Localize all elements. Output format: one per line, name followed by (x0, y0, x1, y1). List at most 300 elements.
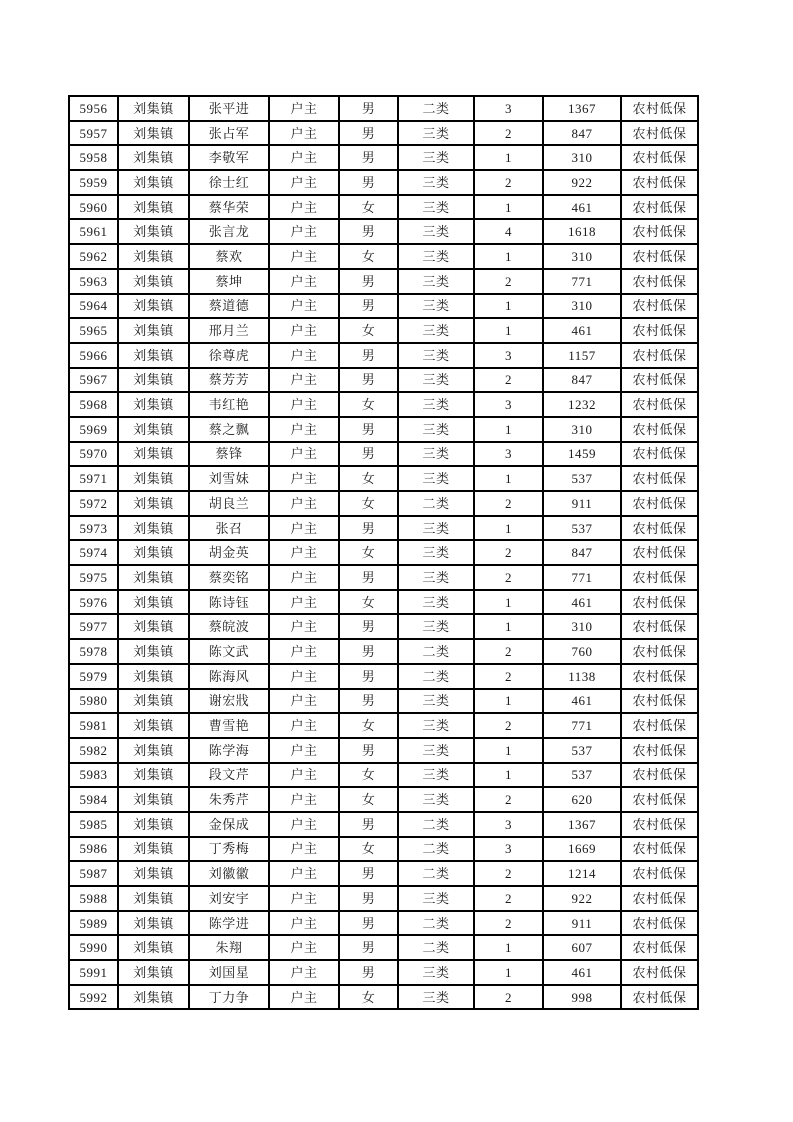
cell-person-name: 谢宏戕 (189, 689, 269, 714)
cell-benefit-type: 农村低保 (621, 392, 698, 417)
table-row (69, 639, 698, 664)
cell-benefit-type: 农村低保 (621, 812, 698, 837)
cell-gender: 男 (339, 269, 398, 294)
cell-person-name: 蔡欢 (189, 244, 269, 269)
cell-person-name: 丁秀梅 (189, 837, 269, 862)
cell-town: 刘集镇 (118, 935, 189, 960)
cell-amount: 537 (543, 738, 621, 763)
cell-gender: 男 (339, 812, 398, 837)
cell-count: 3 (474, 96, 543, 121)
cell-relation: 户主 (269, 837, 339, 862)
cell-benefit-type: 农村低保 (621, 614, 698, 639)
cell-category: 三类 (398, 195, 474, 220)
cell-benefit-type: 农村低保 (621, 516, 698, 541)
cell-town: 刘集镇 (118, 614, 189, 639)
cell-category: 三类 (398, 368, 474, 393)
cell-serial-number: 5977 (69, 614, 118, 639)
cell-person-name: 陈学海 (189, 738, 269, 763)
cell-amount: 1232 (543, 392, 621, 417)
cell-count: 1 (474, 590, 543, 615)
cell-gender: 女 (339, 466, 398, 491)
cell-benefit-type: 农村低保 (621, 861, 698, 886)
cell-gender: 男 (339, 121, 398, 146)
cell-count: 2 (474, 985, 543, 1010)
cell-count: 3 (474, 392, 543, 417)
cell-town: 刘集镇 (118, 170, 189, 195)
cell-amount: 310 (543, 417, 621, 442)
cell-gender: 女 (339, 713, 398, 738)
cell-serial-number: 5985 (69, 812, 118, 837)
table-row (69, 417, 698, 442)
cell-gender: 女 (339, 787, 398, 812)
cell-category: 三类 (398, 318, 474, 343)
cell-relation: 户主 (269, 639, 339, 664)
cell-relation: 户主 (269, 861, 339, 886)
cell-town: 刘集镇 (118, 639, 189, 664)
cell-count: 3 (474, 442, 543, 467)
cell-count: 2 (474, 269, 543, 294)
cell-relation: 户主 (269, 318, 339, 343)
cell-relation: 户主 (269, 516, 339, 541)
cell-amount: 461 (543, 318, 621, 343)
cell-benefit-type: 农村低保 (621, 318, 698, 343)
table-row (69, 219, 698, 244)
cell-person-name: 蔡奕铭 (189, 565, 269, 590)
cell-amount: 1669 (543, 837, 621, 862)
cell-benefit-type: 农村低保 (621, 565, 698, 590)
cell-gender: 男 (339, 738, 398, 763)
table-row (69, 145, 698, 170)
cell-serial-number: 5987 (69, 861, 118, 886)
cell-gender: 男 (339, 96, 398, 121)
cell-category: 三类 (398, 689, 474, 714)
cell-benefit-type: 农村低保 (621, 170, 698, 195)
cell-benefit-type: 农村低保 (621, 244, 698, 269)
cell-relation: 户主 (269, 417, 339, 442)
cell-category: 三类 (398, 392, 474, 417)
cell-gender: 男 (339, 664, 398, 689)
cell-count: 2 (474, 787, 543, 812)
table-row (69, 664, 698, 689)
cell-amount: 771 (543, 269, 621, 294)
cell-gender: 女 (339, 318, 398, 343)
cell-category: 三类 (398, 417, 474, 442)
cell-count: 2 (474, 886, 543, 911)
cell-category: 三类 (398, 121, 474, 146)
cell-serial-number: 5968 (69, 392, 118, 417)
cell-gender: 女 (339, 244, 398, 269)
cell-relation: 户主 (269, 565, 339, 590)
cell-person-name: 丁力争 (189, 985, 269, 1010)
cell-serial-number: 5970 (69, 442, 118, 467)
table-row (69, 812, 698, 837)
cell-person-name: 张占军 (189, 121, 269, 146)
cell-count: 1 (474, 516, 543, 541)
cell-relation: 户主 (269, 985, 339, 1010)
cell-category: 三类 (398, 738, 474, 763)
cell-town: 刘集镇 (118, 689, 189, 714)
cell-town: 刘集镇 (118, 911, 189, 936)
cell-count: 2 (474, 565, 543, 590)
table-row (69, 491, 698, 516)
cell-gender: 男 (339, 170, 398, 195)
cell-serial-number: 5965 (69, 318, 118, 343)
cell-category: 三类 (398, 960, 474, 985)
cell-town: 刘集镇 (118, 195, 189, 220)
table-row (69, 170, 698, 195)
cell-person-name: 陈学进 (189, 911, 269, 936)
cell-town: 刘集镇 (118, 787, 189, 812)
cell-person-name: 刘徽徽 (189, 861, 269, 886)
cell-gender: 男 (339, 145, 398, 170)
cell-person-name: 徐士红 (189, 170, 269, 195)
cell-gender: 女 (339, 195, 398, 220)
cell-category: 三类 (398, 466, 474, 491)
cell-amount: 461 (543, 590, 621, 615)
table-row (69, 861, 698, 886)
cell-town: 刘集镇 (118, 664, 189, 689)
cell-benefit-type: 农村低保 (621, 145, 698, 170)
cell-relation: 户主 (269, 911, 339, 936)
cell-serial-number: 5972 (69, 491, 118, 516)
cell-serial-number: 5990 (69, 935, 118, 960)
cell-benefit-type: 农村低保 (621, 639, 698, 664)
cell-benefit-type: 农村低保 (621, 491, 698, 516)
cell-person-name: 蔡道德 (189, 294, 269, 319)
cell-gender: 男 (339, 417, 398, 442)
cell-amount: 1367 (543, 96, 621, 121)
cell-benefit-type: 农村低保 (621, 343, 698, 368)
cell-serial-number: 5986 (69, 837, 118, 862)
cell-category: 三类 (398, 886, 474, 911)
cell-relation: 户主 (269, 96, 339, 121)
cell-serial-number: 5980 (69, 689, 118, 714)
cell-relation: 户主 (269, 935, 339, 960)
cell-person-name: 张召 (189, 516, 269, 541)
cell-count: 2 (474, 861, 543, 886)
cell-gender: 男 (339, 565, 398, 590)
cell-town: 刘集镇 (118, 491, 189, 516)
table-row (69, 294, 698, 319)
cell-category: 三类 (398, 565, 474, 590)
cell-relation: 户主 (269, 269, 339, 294)
cell-category: 三类 (398, 343, 474, 368)
cell-person-name: 张言龙 (189, 219, 269, 244)
table-row (69, 713, 698, 738)
cell-person-name: 蔡之飘 (189, 417, 269, 442)
table-row (69, 837, 698, 862)
cell-count: 2 (474, 121, 543, 146)
cell-serial-number: 5983 (69, 763, 118, 788)
table-row (69, 689, 698, 714)
cell-serial-number: 5988 (69, 886, 118, 911)
cell-person-name: 曹雪艳 (189, 713, 269, 738)
cell-amount: 1618 (543, 219, 621, 244)
cell-category: 二类 (398, 96, 474, 121)
cell-serial-number: 5963 (69, 269, 118, 294)
cell-benefit-type: 农村低保 (621, 219, 698, 244)
cell-count: 2 (474, 170, 543, 195)
cell-benefit-type: 农村低保 (621, 417, 698, 442)
cell-town: 刘集镇 (118, 812, 189, 837)
cell-person-name: 刘雪妹 (189, 466, 269, 491)
cell-relation: 户主 (269, 689, 339, 714)
cell-benefit-type: 农村低保 (621, 442, 698, 467)
cell-serial-number: 5957 (69, 121, 118, 146)
cell-person-name: 金保成 (189, 812, 269, 837)
cell-relation: 户主 (269, 170, 339, 195)
cell-category: 三类 (398, 787, 474, 812)
cell-benefit-type: 农村低保 (621, 689, 698, 714)
table-row (69, 935, 698, 960)
cell-benefit-type: 农村低保 (621, 837, 698, 862)
table-row (69, 269, 698, 294)
cell-benefit-type: 农村低保 (621, 294, 698, 319)
cell-relation: 户主 (269, 442, 339, 467)
cell-gender: 女 (339, 590, 398, 615)
cell-amount: 1459 (543, 442, 621, 467)
cell-amount: 1214 (543, 861, 621, 886)
cell-relation: 户主 (269, 763, 339, 788)
cell-count: 3 (474, 812, 543, 837)
table-row (69, 368, 698, 393)
table-row (69, 244, 698, 269)
cell-town: 刘集镇 (118, 985, 189, 1010)
cell-amount: 771 (543, 713, 621, 738)
cell-relation: 户主 (269, 886, 339, 911)
cell-benefit-type: 农村低保 (621, 269, 698, 294)
cell-gender: 女 (339, 985, 398, 1010)
cell-town: 刘集镇 (118, 368, 189, 393)
cell-gender: 男 (339, 343, 398, 368)
cell-relation: 户主 (269, 491, 339, 516)
cell-category: 二类 (398, 935, 474, 960)
cell-town: 刘集镇 (118, 244, 189, 269)
cell-count: 2 (474, 540, 543, 565)
table-row (69, 516, 698, 541)
cell-relation: 户主 (269, 219, 339, 244)
cell-town: 刘集镇 (118, 763, 189, 788)
roster-table-body (69, 96, 698, 1009)
cell-town: 刘集镇 (118, 219, 189, 244)
cell-amount: 1157 (543, 343, 621, 368)
cell-count: 1 (474, 318, 543, 343)
cell-count: 3 (474, 837, 543, 862)
cell-town: 刘集镇 (118, 466, 189, 491)
cell-benefit-type: 农村低保 (621, 664, 698, 689)
table-row (69, 343, 698, 368)
cell-gender: 男 (339, 886, 398, 911)
table-row (69, 960, 698, 985)
cell-count: 2 (474, 713, 543, 738)
cell-town: 刘集镇 (118, 318, 189, 343)
cell-benefit-type: 农村低保 (621, 935, 698, 960)
cell-count: 1 (474, 763, 543, 788)
cell-person-name: 陈海风 (189, 664, 269, 689)
cell-serial-number: 5962 (69, 244, 118, 269)
cell-person-name: 段文芹 (189, 763, 269, 788)
cell-relation: 户主 (269, 392, 339, 417)
cell-town: 刘集镇 (118, 590, 189, 615)
cell-benefit-type: 农村低保 (621, 763, 698, 788)
cell-category: 二类 (398, 491, 474, 516)
cell-amount: 310 (543, 294, 621, 319)
cell-serial-number: 5978 (69, 639, 118, 664)
cell-count: 1 (474, 244, 543, 269)
cell-category: 三类 (398, 294, 474, 319)
cell-gender: 男 (339, 294, 398, 319)
cell-amount: 310 (543, 244, 621, 269)
cell-category: 三类 (398, 540, 474, 565)
cell-serial-number: 5976 (69, 590, 118, 615)
cell-category: 二类 (398, 664, 474, 689)
cell-amount: 537 (543, 516, 621, 541)
cell-amount: 998 (543, 985, 621, 1010)
cell-serial-number: 5967 (69, 368, 118, 393)
table-row (69, 763, 698, 788)
cell-amount: 771 (543, 565, 621, 590)
cell-town: 刘集镇 (118, 269, 189, 294)
cell-gender: 男 (339, 689, 398, 714)
cell-gender: 男 (339, 614, 398, 639)
cell-benefit-type: 农村低保 (621, 368, 698, 393)
cell-benefit-type: 农村低保 (621, 911, 698, 936)
cell-amount: 620 (543, 787, 621, 812)
cell-count: 2 (474, 664, 543, 689)
cell-town: 刘集镇 (118, 861, 189, 886)
cell-town: 刘集镇 (118, 294, 189, 319)
cell-serial-number: 5956 (69, 96, 118, 121)
benefit-roster-table (68, 95, 699, 1010)
cell-amount: 922 (543, 170, 621, 195)
table-row (69, 886, 698, 911)
cell-relation: 户主 (269, 368, 339, 393)
cell-gender: 男 (339, 911, 398, 936)
cell-serial-number: 5975 (69, 565, 118, 590)
cell-serial-number: 5981 (69, 713, 118, 738)
cell-count: 1 (474, 294, 543, 319)
cell-serial-number: 5959 (69, 170, 118, 195)
cell-person-name: 蔡锋 (189, 442, 269, 467)
cell-gender: 女 (339, 491, 398, 516)
cell-serial-number: 5961 (69, 219, 118, 244)
cell-relation: 户主 (269, 713, 339, 738)
cell-serial-number: 5971 (69, 466, 118, 491)
table-row (69, 442, 698, 467)
cell-amount: 310 (543, 614, 621, 639)
cell-town: 刘集镇 (118, 417, 189, 442)
cell-person-name: 胡金英 (189, 540, 269, 565)
cell-benefit-type: 农村低保 (621, 466, 698, 491)
table-row (69, 540, 698, 565)
cell-category: 二类 (398, 837, 474, 862)
cell-count: 3 (474, 343, 543, 368)
cell-count: 1 (474, 689, 543, 714)
cell-town: 刘集镇 (118, 442, 189, 467)
cell-category: 二类 (398, 812, 474, 837)
cell-amount: 1367 (543, 812, 621, 837)
cell-gender: 男 (339, 960, 398, 985)
cell-count: 4 (474, 219, 543, 244)
cell-category: 三类 (398, 713, 474, 738)
cell-benefit-type: 农村低保 (621, 713, 698, 738)
cell-serial-number: 5982 (69, 738, 118, 763)
cell-gender: 男 (339, 935, 398, 960)
cell-count: 2 (474, 491, 543, 516)
table-row (69, 318, 698, 343)
cell-serial-number: 5964 (69, 294, 118, 319)
cell-person-name: 韦红艳 (189, 392, 269, 417)
cell-amount: 922 (543, 886, 621, 911)
cell-person-name: 陈文武 (189, 639, 269, 664)
cell-benefit-type: 农村低保 (621, 985, 698, 1010)
cell-relation: 户主 (269, 343, 339, 368)
cell-town: 刘集镇 (118, 886, 189, 911)
cell-benefit-type: 农村低保 (621, 121, 698, 146)
cell-count: 1 (474, 960, 543, 985)
cell-gender: 男 (339, 639, 398, 664)
table-row (69, 96, 698, 121)
cell-benefit-type: 农村低保 (621, 96, 698, 121)
cell-person-name: 胡良兰 (189, 491, 269, 516)
cell-relation: 户主 (269, 466, 339, 491)
cell-benefit-type: 农村低保 (621, 195, 698, 220)
cell-benefit-type: 农村低保 (621, 960, 698, 985)
cell-serial-number: 5960 (69, 195, 118, 220)
cell-amount: 847 (543, 540, 621, 565)
cell-gender: 男 (339, 219, 398, 244)
cell-count: 2 (474, 911, 543, 936)
cell-relation: 户主 (269, 145, 339, 170)
cell-amount: 911 (543, 911, 621, 936)
cell-town: 刘集镇 (118, 540, 189, 565)
cell-relation: 户主 (269, 244, 339, 269)
cell-relation: 户主 (269, 590, 339, 615)
cell-category: 三类 (398, 269, 474, 294)
cell-relation: 户主 (269, 294, 339, 319)
cell-count: 1 (474, 417, 543, 442)
cell-relation: 户主 (269, 614, 339, 639)
cell-serial-number: 5984 (69, 787, 118, 812)
cell-relation: 户主 (269, 960, 339, 985)
cell-person-name: 蔡华荣 (189, 195, 269, 220)
cell-serial-number: 5992 (69, 985, 118, 1010)
cell-relation: 户主 (269, 787, 339, 812)
cell-category: 三类 (398, 590, 474, 615)
cell-town: 刘集镇 (118, 837, 189, 862)
cell-amount: 461 (543, 689, 621, 714)
cell-benefit-type: 农村低保 (621, 886, 698, 911)
table-row (69, 392, 698, 417)
table-row (69, 911, 698, 936)
cell-person-name: 朱翔 (189, 935, 269, 960)
cell-count: 2 (474, 639, 543, 664)
cell-gender: 女 (339, 392, 398, 417)
cell-relation: 户主 (269, 738, 339, 763)
cell-gender: 男 (339, 442, 398, 467)
table-row (69, 614, 698, 639)
cell-person-name: 张平进 (189, 96, 269, 121)
cell-amount: 760 (543, 639, 621, 664)
cell-gender: 男 (339, 516, 398, 541)
cell-serial-number: 5989 (69, 911, 118, 936)
cell-category: 二类 (398, 911, 474, 936)
cell-town: 刘集镇 (118, 516, 189, 541)
cell-town: 刘集镇 (118, 343, 189, 368)
cell-town: 刘集镇 (118, 713, 189, 738)
cell-person-name: 李敬军 (189, 145, 269, 170)
cell-serial-number: 5969 (69, 417, 118, 442)
